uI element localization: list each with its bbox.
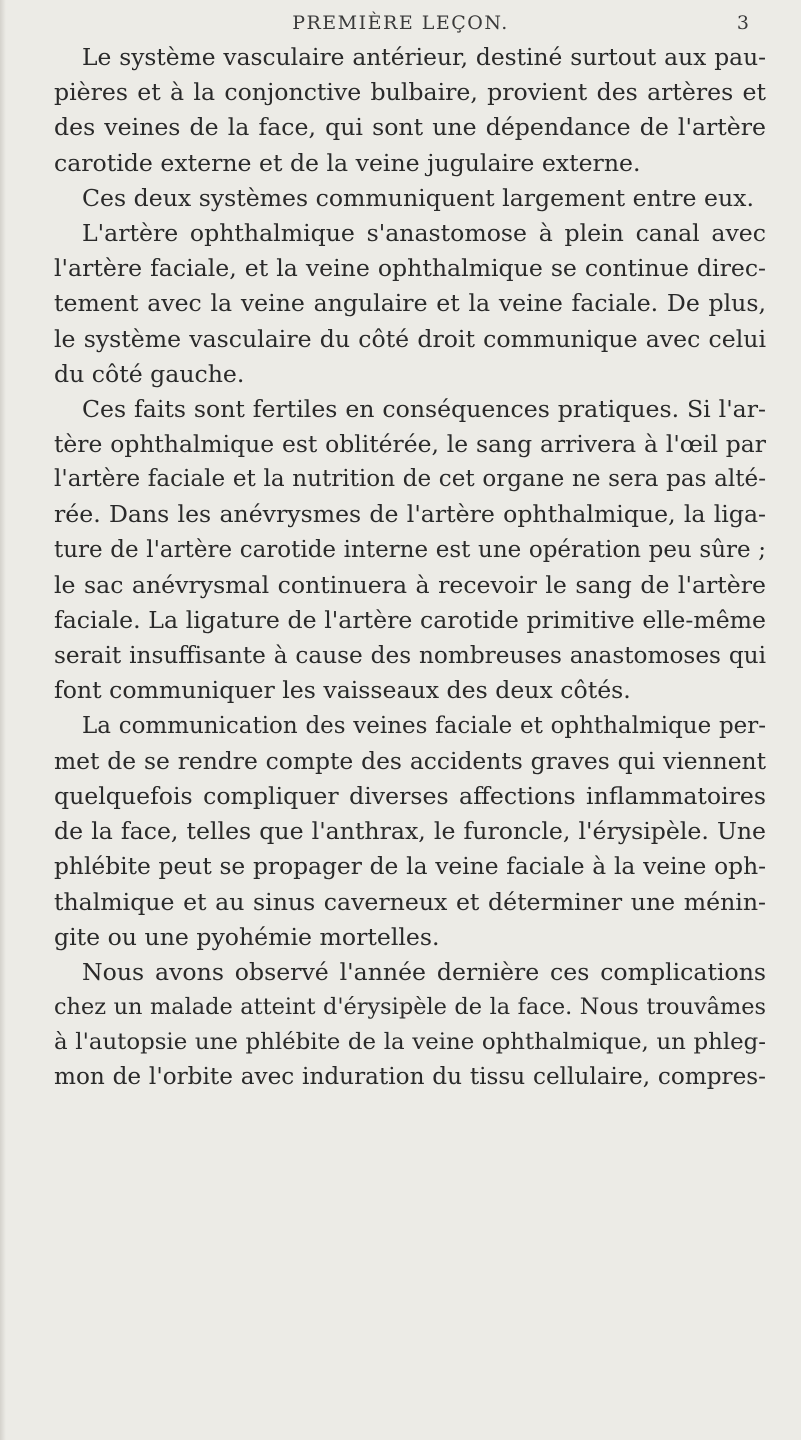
text-line: tère ophthalmique est oblitérée, le sang arrivera à l'œil par <box>54 430 766 459</box>
text-line: des veines de la face, qui sont une dépendance de l'artère <box>54 113 766 142</box>
text-line: La communication des veines faciale et ophthalmique per- <box>82 712 766 739</box>
text-line: Le système vasculaire antérieur, destiné surtout aux pau- <box>82 43 766 71</box>
text-line: gite ou une pyohémie mortelles. <box>54 922 440 951</box>
body-text <box>54 40 766 1096</box>
text-line: faciale. La ligature de l'artère carotide primitive elle-même <box>54 606 766 634</box>
text-line: Ces deux systèmes communiquent largement entre eux. <box>82 183 754 212</box>
text-line: tement avec la veine angulaire et la veine faciale. De plus, <box>54 289 766 318</box>
text-line: carotide externe et de la veine jugulaire externe. <box>54 148 641 177</box>
text-line: L'artère ophthalmique s'anastomose à plein canal avec <box>82 218 766 247</box>
text-line: l'artère faciale et la nutrition de cet organe ne sera pas alté- <box>54 466 766 493</box>
text-line: le système vasculaire du côté droit communique avec celui <box>54 324 766 353</box>
text-line: thalmique et au sinus caverneux et déterminer une ménin- <box>54 887 766 916</box>
text-line: ture de l'artère carotide interne est une opération peu sûre ; <box>54 536 766 563</box>
text-line: font communiquer les vaisseaux des deux côtés. <box>54 676 631 705</box>
text-line: quelquefois compliquer diverses affections inflammatoires <box>54 781 766 810</box>
text-line: de la face, telles que l'anthrax, le furoncle, l'érysipèle. Une <box>54 817 766 846</box>
text-line: phlébite peut se propager de la veine faciale à la veine oph- <box>54 852 766 881</box>
text-line: du côté gauche. <box>54 359 245 388</box>
text-line: à l'autopsie une phlébite de la veine ophthalmique, un phleg- <box>54 1029 766 1056</box>
text-line: le sac anévrysmal continuera à recevoir le sang de l'artère <box>54 570 766 599</box>
text-line: Nous avons observé l'année dernière ces complications <box>82 957 766 986</box>
text-line: Ces faits sont fertiles en conséquences pratiques. Si l'ar- <box>82 394 766 423</box>
page-number: 3 <box>736 12 749 34</box>
text-line: mon de l'orbite avec induration du tissu cellulaire, compres- <box>54 1064 766 1091</box>
text-line: l'artère faciale, et la veine ophthalmique se continue direc- <box>54 254 766 283</box>
text-line: rée. Dans les anévrysmes de l'artère ophthalmique, la liga- <box>54 500 766 529</box>
page-gutter-shadow <box>0 0 6 1440</box>
text-line: chez un malade atteint d'érysipèle de la face. Nous trouvâmes <box>54 994 766 1021</box>
text-line: met de se rendre compte des accidents graves qui viennent <box>54 746 766 775</box>
text-line: serait insuffisante à cause des nombreuses anastomoses qui <box>54 642 766 670</box>
text-line: pières et à la conjonctive bulbaire, provient des artères et <box>54 78 766 107</box>
running-title: PREMIÈRE LEÇON. <box>292 12 509 34</box>
running-head <box>0 8 801 38</box>
